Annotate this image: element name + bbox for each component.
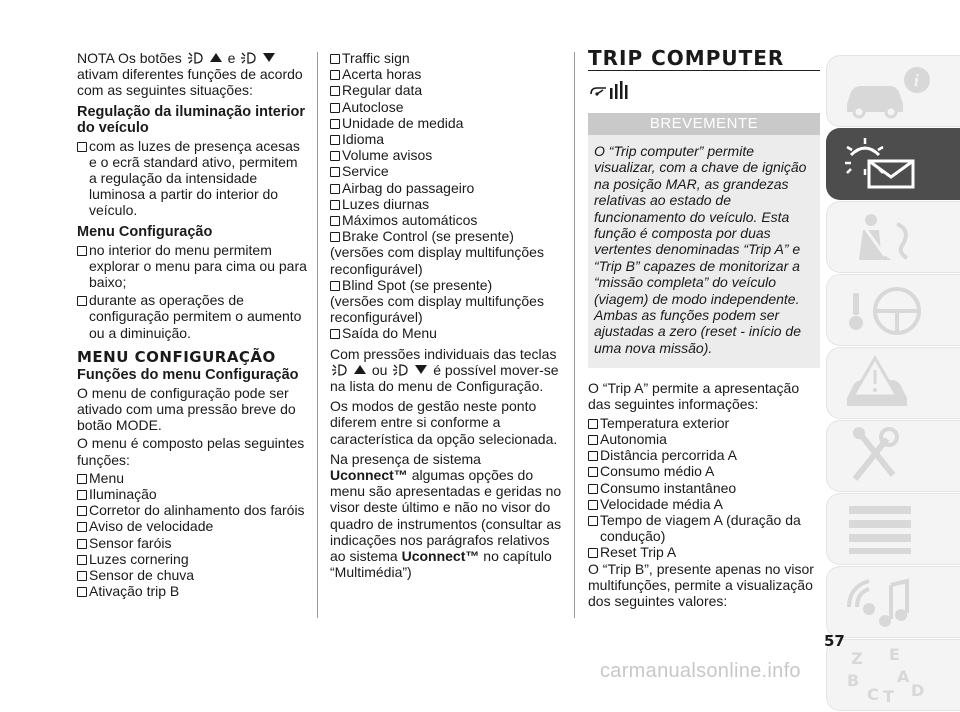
nota-paragraph bbox=[77, 50, 307, 99]
list-item: Blind Spot (se presente) bbox=[330, 277, 562, 293]
tab-starting-driving[interactable] bbox=[826, 274, 960, 346]
list-item: Iluminação bbox=[77, 486, 307, 502]
list-item: Consumo médio A bbox=[588, 463, 820, 479]
column-3 bbox=[588, 46, 820, 611]
paragraph-management-modes: Os modos de gestão neste ponto diferem entre si conforme a característica da opção selecionada. bbox=[330, 398, 558, 447]
column-1 bbox=[77, 50, 307, 599]
paragraph-trip-a: O “Trip A” permite a apresentação das seguintes informações: bbox=[588, 380, 800, 413]
menu-function-list-continued bbox=[330, 50, 562, 342]
watermark: carmanualsonline.info bbox=[600, 660, 801, 682]
list-item: Luzes cornering bbox=[77, 551, 307, 567]
light-brightness-icon bbox=[392, 363, 412, 377]
summary-box-heading: BREVEMENTE bbox=[588, 113, 820, 135]
heading-settings-menu: Menu Configuração bbox=[77, 223, 213, 240]
press-text: Com pressões individuais das teclas bbox=[330, 345, 557, 362]
heading-interior-lighting: Regulação da iluminação interior do veículo bbox=[77, 103, 306, 136]
list-note: (versões com display multifunções reconfigurável) bbox=[330, 244, 544, 277]
tab-safety[interactable] bbox=[826, 201, 960, 273]
uconnect-body: algumas opções do menu são apresentadas e geridas no visor deste último e não no visor do quadro de instrumentos (consultar as indicações nos parágrafos relativos ao sistema bbox=[330, 467, 562, 565]
nota-text: NOTA Os botões bbox=[77, 50, 182, 66]
list-note: (versões com display multifunções reconfigurável) bbox=[330, 293, 544, 326]
up-arrow-icon bbox=[210, 53, 222, 62]
paragraph-key-presses bbox=[330, 346, 562, 395]
column-divider bbox=[317, 52, 318, 618]
list-item: Distância percorrida A bbox=[588, 447, 820, 463]
trip-computer-icon bbox=[588, 79, 820, 101]
tab-technical-data[interactable] bbox=[826, 493, 960, 565]
list-item: Unidade de medida bbox=[330, 115, 562, 131]
paragraph-mode-button: O menu de configuração pode ser ativado com uma pressão breve do botão MODE. bbox=[77, 384, 296, 434]
starting-driving-icon bbox=[841, 281, 941, 339]
list-item: Acerta horas bbox=[330, 66, 562, 82]
svg-text:Z: Z bbox=[851, 649, 863, 668]
light-brightness-icon bbox=[331, 363, 351, 377]
paragraph-trip-b: O “Trip B”, presente apenas no visor multifunções, permite a visualização dos seguintes valores: bbox=[588, 560, 814, 609]
tab-warning-lights[interactable] bbox=[826, 128, 960, 200]
list-item: Brake Control (se presente) bbox=[330, 228, 562, 244]
chapter-tabs bbox=[826, 55, 960, 712]
tab-emergency[interactable] bbox=[826, 347, 960, 419]
multimedia-icon bbox=[841, 573, 941, 631]
svg-text:i: i bbox=[914, 71, 919, 90]
list-item: Idioma bbox=[330, 131, 562, 147]
tab-index[interactable] bbox=[826, 639, 960, 711]
index-icon bbox=[841, 646, 941, 704]
down-arrow-icon bbox=[415, 365, 427, 374]
list-item: Ativação trip B bbox=[77, 583, 307, 599]
svg-text:D: D bbox=[911, 681, 925, 700]
nota-and: e bbox=[227, 50, 236, 66]
list-item: Service bbox=[330, 163, 562, 179]
list-item: Velocidade média A bbox=[588, 496, 820, 512]
summary-box-text: O “Trip computer” permite visualizar, com a chave de ignição na posição MAR, as grandezas relativas ao estado de funcionamento do veículo. Esta função é composta por duas vertentes denominadas “Trip A” e “Trip B” capazes de monitorizar a “missão completa” do veículo (viagem) de modo independente. Ambas as funções podem ser ajustadas a zero (reset - início de uma nova missão). bbox=[588, 135, 820, 368]
bullet-menu-scroll: no interior do menu permitem explorar o menu para cima ou para baixo; bbox=[77, 242, 307, 291]
list-item: Airbag do passageiro bbox=[330, 180, 562, 196]
uconnect-intro: Na presença de sistema bbox=[330, 450, 481, 467]
uconnect-brand: Uconnect™ bbox=[330, 467, 408, 484]
bullet-menu-adjust: durante as operações de configuração permitem o aumento ou a diminuição. bbox=[77, 292, 307, 341]
column-divider bbox=[574, 52, 575, 618]
nota-rest-text: ativam diferentes funções de acordo com as seguintes situações: bbox=[77, 66, 303, 99]
light-brightness-icon bbox=[187, 51, 207, 65]
svg-text:T: T bbox=[883, 687, 894, 706]
tab-multimedia[interactable] bbox=[826, 566, 960, 638]
uconnect-chapter: no capítulo “Multimédia”) bbox=[330, 548, 552, 581]
warning-lights-icon bbox=[841, 135, 941, 193]
uconnect-brand: Uconnect™ bbox=[401, 548, 480, 565]
heading-menu-configuracao: MENU CONFIGURAÇÃO bbox=[77, 347, 276, 366]
up-arrow-icon bbox=[354, 365, 366, 374]
section-title-trip-computer: TRIP COMPUTER bbox=[588, 48, 820, 71]
paragraph-uconnect bbox=[330, 451, 562, 581]
list-item: Autoclose bbox=[330, 99, 562, 115]
menu-function-list bbox=[77, 470, 307, 600]
technical-data-icon bbox=[841, 500, 941, 558]
paragraph-menu-composition: O menu é composto pelas seguintes funções: bbox=[77, 435, 305, 468]
list-item: Tempo de viagem A (duração da condução) bbox=[588, 512, 820, 544]
light-brightness-icon bbox=[240, 51, 260, 65]
maintenance-icon bbox=[841, 427, 941, 485]
list-item: Temperatura exterior bbox=[588, 415, 820, 431]
svg-text:B: B bbox=[847, 671, 860, 690]
tab-car-info[interactable] bbox=[826, 55, 960, 127]
list-item: Autonomia bbox=[588, 431, 820, 447]
list-item: Volume avisos bbox=[330, 147, 562, 163]
tab-maintenance[interactable] bbox=[826, 420, 960, 492]
heading-menu-functions: Funções do menu Configuração bbox=[77, 366, 299, 383]
list-item: Menu bbox=[77, 470, 307, 486]
svg-text:E: E bbox=[889, 645, 900, 664]
list-item: Traffic sign bbox=[330, 50, 562, 66]
list-item: Sensor faróis bbox=[77, 535, 307, 551]
list-item: Sensor de chuva bbox=[77, 567, 307, 583]
down-arrow-icon bbox=[263, 53, 275, 62]
list-item: Luzes diurnas bbox=[330, 196, 562, 212]
list-item: Consumo instantâneo bbox=[588, 480, 820, 496]
emergency-icon bbox=[841, 354, 941, 412]
or-text: ou bbox=[371, 361, 388, 378]
list-item: Aviso de velocidade bbox=[77, 518, 307, 534]
list-item: Corretor do alinhamento dos faróis bbox=[77, 502, 307, 518]
list-item: Regular data bbox=[330, 82, 562, 98]
trip-a-info-list bbox=[588, 415, 820, 561]
car-info-icon bbox=[841, 62, 941, 120]
list-item: Reset Trip A bbox=[588, 544, 820, 560]
bullet-interior-lighting: com as luzes de presença acesas e o ecrã standard ativo, permitem a regulação da intensidade luminosa a partir do interior do veículo. bbox=[77, 138, 307, 219]
svg-text:C: C bbox=[867, 685, 879, 704]
column-2 bbox=[330, 50, 562, 583]
safety-icon bbox=[841, 208, 941, 266]
svg-text:A: A bbox=[897, 667, 910, 686]
press-end-text: é possível mover-se na lista do menu de Configuração. bbox=[330, 361, 559, 395]
page-number: 57 bbox=[824, 632, 845, 650]
list-item: Saída do Menu bbox=[330, 325, 562, 341]
list-item: Máximos automáticos bbox=[330, 212, 562, 228]
